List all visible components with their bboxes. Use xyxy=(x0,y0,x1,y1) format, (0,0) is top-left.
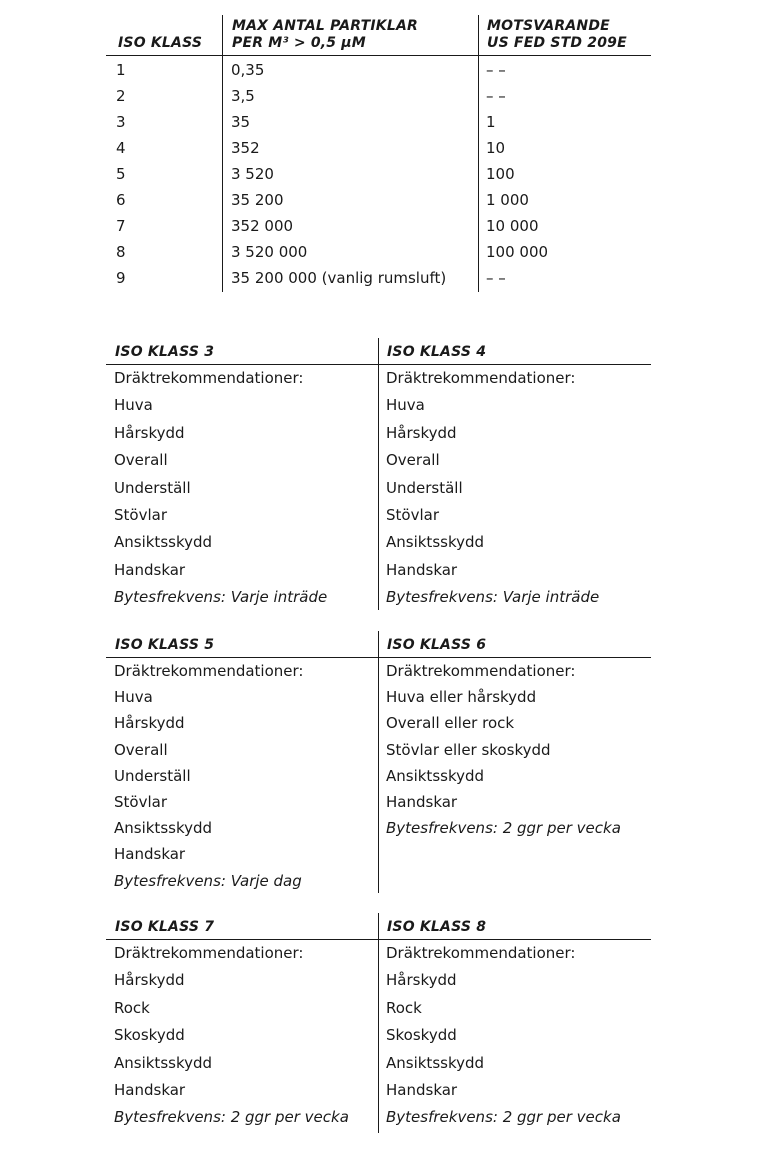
table-row xyxy=(0,135,770,161)
box-title: ISO KLASS 5 xyxy=(115,637,215,653)
list-item: Ansiktsskydd xyxy=(114,1053,213,1072)
list-item: Huva xyxy=(386,396,425,415)
list-item: Handskar xyxy=(386,1080,458,1099)
box-title: ISO KLASS 4 xyxy=(387,344,487,360)
cell-max-particles: 352 000 xyxy=(231,217,294,235)
list-item: Huva xyxy=(114,688,153,707)
recommendations-label: Dräktrekommendationer: xyxy=(114,662,304,680)
box-iso-klass-5 xyxy=(106,631,378,894)
cell-max-particles: 35 xyxy=(231,113,251,131)
list-item: Overall eller rock xyxy=(386,714,515,733)
cell-us-fed-std: 1 000 xyxy=(486,191,529,209)
change-frequency: Bytesfrekvens: 2 ggr per vecka xyxy=(386,819,621,838)
box-iso-klass-3 xyxy=(106,338,378,612)
cell-iso-klass: 6 xyxy=(116,191,126,209)
change-frequency: Bytesfrekvens: Varje inträde xyxy=(114,588,328,607)
list-item: Overall xyxy=(386,451,440,470)
table-row xyxy=(0,83,770,109)
list-item: Handskar xyxy=(386,792,458,811)
box-title: ISO KLASS 8 xyxy=(387,919,487,935)
cell-iso-klass: 4 xyxy=(116,139,126,157)
box-divider-7-8 xyxy=(378,913,379,1133)
list-item: Hårskydd xyxy=(114,423,185,442)
table-row xyxy=(0,265,770,291)
list-item: Hårskydd xyxy=(386,423,457,442)
cell-us-fed-std: – – xyxy=(486,269,506,287)
list-item: Stövlar xyxy=(114,505,167,524)
cell-iso-klass: 1 xyxy=(116,61,126,79)
recommendations-label: Dräktrekommendationer: xyxy=(386,369,576,387)
cell-max-particles: 35 200 xyxy=(231,191,284,209)
list-item: Ansiktsskydd xyxy=(114,819,213,838)
cell-max-particles: 3 520 000 xyxy=(231,243,308,261)
box-item-list xyxy=(378,940,651,1132)
box-item-list xyxy=(106,658,378,894)
list-item: Skoskydd xyxy=(114,1026,185,1045)
list-item: Handskar xyxy=(114,845,186,864)
list-item: Huva eller hårskydd xyxy=(386,688,537,707)
recommendations-label: Dräktrekommendationer: xyxy=(386,944,576,962)
header-rule xyxy=(106,55,651,56)
recommendations-label: Dräktrekommendationer: xyxy=(386,662,576,680)
iso-class-table xyxy=(0,0,770,300)
list-item: Skoskydd xyxy=(386,1026,457,1045)
list-item: Ansiktsskydd xyxy=(386,533,485,552)
box-title: ISO KLASS 7 xyxy=(115,919,215,935)
box-divider-3-4 xyxy=(378,338,379,610)
list-item: Handskar xyxy=(386,560,458,579)
list-item: Stövlar eller skoskydd xyxy=(386,740,551,759)
cell-us-fed-std: 1 xyxy=(486,113,496,131)
table-row xyxy=(0,57,770,83)
cell-max-particles: 35 200 000 (vanlig rumsluft) xyxy=(231,269,447,287)
cell-max-particles: 0,35 xyxy=(231,61,265,79)
recommendations-label: Dräktrekommendationer: xyxy=(114,944,304,962)
list-item: Ansiktsskydd xyxy=(114,533,213,552)
list-item: Overall xyxy=(114,451,168,470)
cell-us-fed-std: 100 xyxy=(486,165,515,183)
cell-max-particles: 352 xyxy=(231,139,260,157)
list-item: Hårskydd xyxy=(114,971,185,990)
change-frequency: Bytesfrekvens: Varje inträde xyxy=(386,588,600,607)
cell-max-particles: 3 520 xyxy=(231,165,274,183)
table-row xyxy=(0,239,770,265)
box-iso-klass-4 xyxy=(378,338,651,612)
cell-iso-klass: 2 xyxy=(116,87,126,105)
change-frequency: Bytesfrekvens: Varje dag xyxy=(114,871,302,890)
list-item: Rock xyxy=(386,998,422,1017)
list-item: Underställ xyxy=(386,478,463,497)
cell-max-particles: 3,5 xyxy=(231,87,255,105)
list-item: Hårskydd xyxy=(386,971,457,990)
box-iso-klass-8 xyxy=(378,913,651,1132)
table-row xyxy=(0,213,770,239)
cell-iso-klass: 7 xyxy=(116,217,126,235)
cell-iso-klass: 9 xyxy=(116,269,126,287)
cell-us-fed-std: 100 000 xyxy=(486,243,549,261)
list-item: Underställ xyxy=(114,478,191,497)
box-item-list xyxy=(378,365,651,612)
box-divider-5-6 xyxy=(378,631,379,893)
box-item-list xyxy=(106,365,378,612)
list-item: Stövlar xyxy=(386,505,439,524)
header-max-particles: MAX ANTAL PARTIKLAR PER M³ > 0,5 µM xyxy=(232,18,418,51)
list-item: Overall xyxy=(114,740,168,759)
table-row xyxy=(0,187,770,213)
box-iso-klass-7 xyxy=(106,913,378,1132)
cell-us-fed-std: – – xyxy=(486,87,506,105)
table-row xyxy=(0,109,770,135)
box-iso-klass-6 xyxy=(378,631,651,841)
box-title: ISO KLASS 6 xyxy=(387,637,487,653)
header-us-fed-std: MOTSVARANDE US FED STD 209E xyxy=(487,18,627,51)
list-item: Handskar xyxy=(114,1080,186,1099)
box-title: ISO KLASS 3 xyxy=(115,344,215,360)
cell-iso-klass: 8 xyxy=(116,243,126,261)
box-item-list xyxy=(106,940,378,1132)
cell-us-fed-std: 10 000 xyxy=(486,217,539,235)
list-item: Handskar xyxy=(114,560,186,579)
list-item: Ansiktsskydd xyxy=(386,766,485,785)
cell-iso-klass: 3 xyxy=(116,113,126,131)
recommendations-label: Dräktrekommendationer: xyxy=(114,369,304,387)
list-item: Hårskydd xyxy=(114,714,185,733)
change-frequency: Bytesfrekvens: 2 ggr per vecka xyxy=(386,1108,621,1127)
cell-us-fed-std: – – xyxy=(486,61,506,79)
box-item-list xyxy=(378,658,651,841)
table-row xyxy=(0,161,770,187)
table-body xyxy=(0,57,770,291)
change-frequency: Bytesfrekvens: 2 ggr per vecka xyxy=(114,1108,349,1127)
list-item: Ansiktsskydd xyxy=(386,1053,485,1072)
list-item: Stövlar xyxy=(114,792,167,811)
cell-us-fed-std: 10 xyxy=(486,139,506,157)
list-item: Underställ xyxy=(114,766,191,785)
list-item: Huva xyxy=(114,396,153,415)
header-iso-klass: ISO KLASS xyxy=(118,35,203,51)
cell-iso-klass: 5 xyxy=(116,165,126,183)
list-item: Rock xyxy=(114,998,150,1017)
